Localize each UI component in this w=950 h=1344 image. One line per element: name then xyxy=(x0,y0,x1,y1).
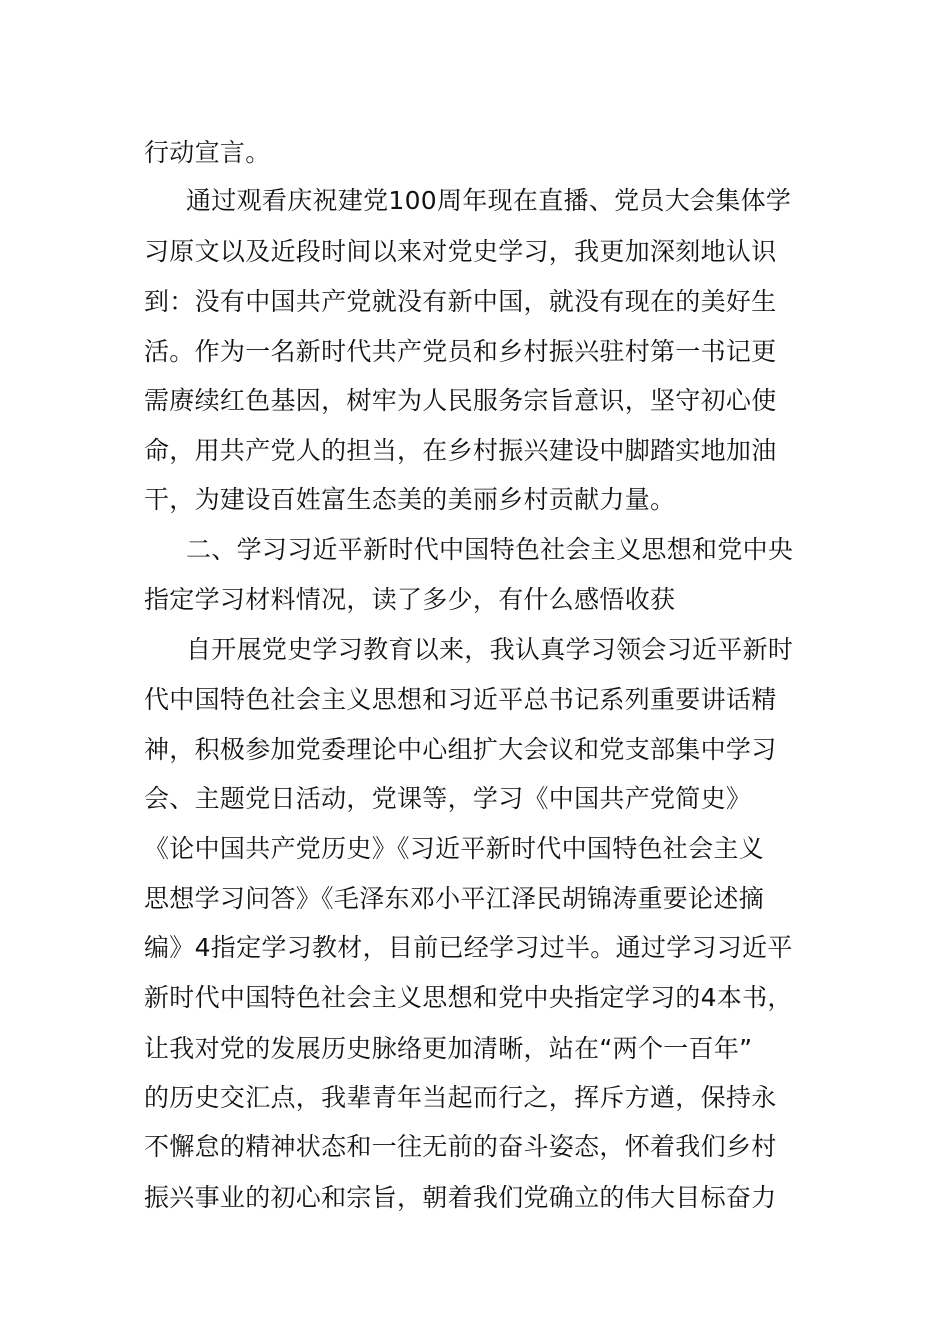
text-line: 神，积极参加党委理论中心组扩大会议和党支部集中学习 xyxy=(144,735,777,764)
text-line: 《论中国共产党历史》《习近平新时代中国特色社会主义 xyxy=(144,834,765,863)
paragraph-start-line: 通过观看庆祝建党100周年现在直播、党员大会集体学 xyxy=(186,186,792,215)
text-line: 振兴事业的初心和宗旨，朝着我们党确立的伟大目标奋力 xyxy=(144,1183,777,1212)
text-line: 代中国特色社会主义思想和习近平总书记系列重要讲话精 xyxy=(144,685,777,714)
section-heading-line: 指定学习材料情况，读了多少，有什么感悟收获 xyxy=(144,585,676,614)
text-line: 习原文以及近段时间以来对党史学习，我更加深刻地认识 xyxy=(144,237,777,266)
text-line: 让我对党的发展历史脉络更加清晰，站在“两个一百年” xyxy=(144,1034,753,1063)
text-line: 行动宣言。 xyxy=(144,138,271,167)
text-line: 干，为建设百姓富生态美的美丽乡村贡献力量。 xyxy=(144,485,676,514)
text-line: 到：没有中国共产党就没有新中国，就没有现在的美好生 xyxy=(144,287,777,316)
text-line: 新时代中国特色社会主义思想和党中央指定学习的4本书， xyxy=(144,983,793,1012)
text-line: 思想学习问答》《毛泽东邓小平江泽民胡锦涛重要论述摘 xyxy=(144,884,765,913)
text-line: 编》4指定学习教材，目前已经学习过半。通过学习习近平 xyxy=(144,933,793,962)
text-line: 不懈怠的精神状态和一往无前的奋斗姿态，怀着我们乡村 xyxy=(144,1132,777,1161)
text-line: 需赓续红色基因，树牢为人民服务宗旨意识，坚守初心使 xyxy=(144,386,777,415)
text-line: 活。作为一名新时代共产党员和乡村振兴驻村第一书记更 xyxy=(144,337,777,366)
text-line: 的历史交汇点，我辈青年当起而行之，挥斥方遒，保持永 xyxy=(144,1083,777,1112)
paragraph-start-line: 自开展党史学习教育以来，我认真学习领会习近平新时 xyxy=(186,635,794,664)
section-heading-line: 二、学习习近平新时代中国特色社会主义思想和党中央 xyxy=(186,535,794,564)
text-line: 命，用共产党人的担当，在乡村振兴建设中脚踏实地加油 xyxy=(144,436,777,465)
text-line: 会、主题党日活动，党课等，学习《中国共产党简史》 xyxy=(144,784,752,813)
